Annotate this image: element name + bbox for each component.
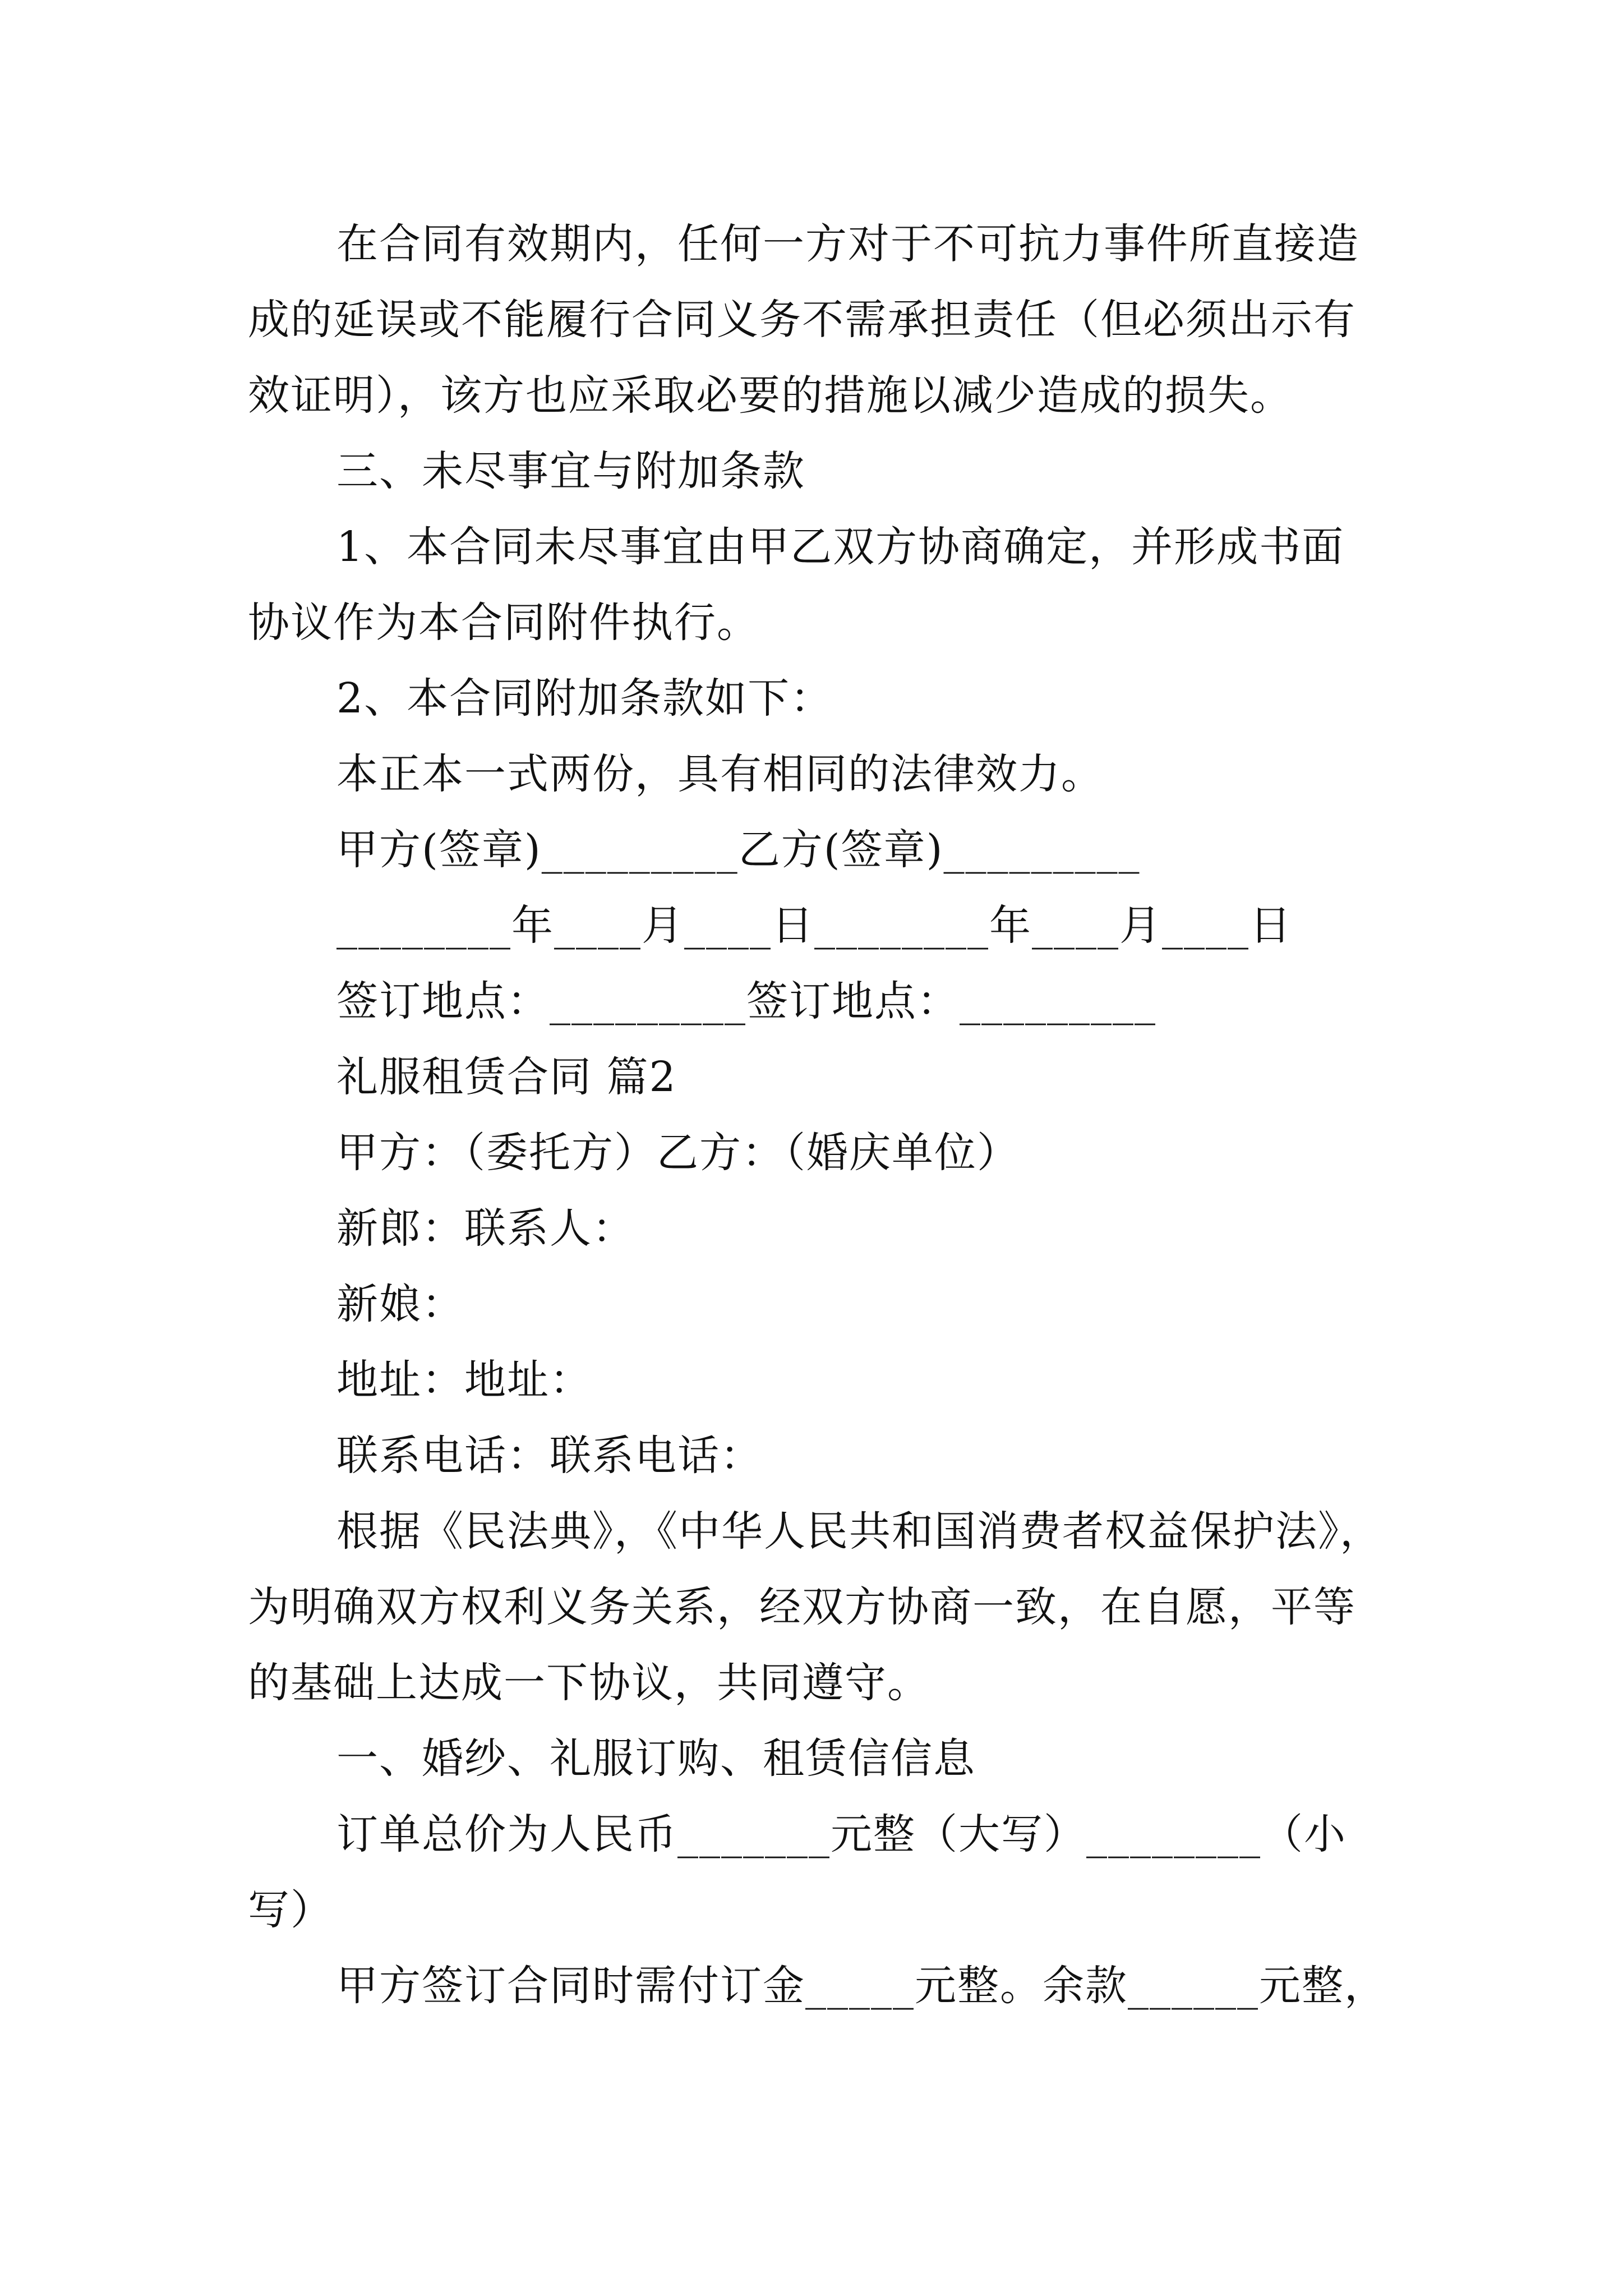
parties-line: 甲方：（委托方）乙方：（婚庆单位） [336,1129,1020,1177]
date-line: ________年____月____日________年____月____日 [336,901,1292,950]
copies-statement: 本正本一式两份，具有相同的法律效力。 [336,750,1104,798]
paragraph-force-majeure-line-3: 效证明），该方也应采取必要的措施以减少造成的损失。 [248,371,1293,420]
legal-basis-line-2: 为明确双方权利义务关系，经双方协商一致，在自愿，平等 [248,1583,1356,1631]
groom-contact-line: 新郎：联系人： [336,1204,635,1253]
section-heading-1: 一、婚纱、礼服订购、租赁信信息 [336,1734,976,1783]
order-total-line-2: 写） [248,1886,333,1934]
paragraph-force-majeure-line-1: 在合同有效期内，任何一方对于不可抗力事件所直接造 [336,220,1359,268]
phone-line: 联系电话：联系电话： [336,1432,763,1480]
address-line: 地址：地址： [336,1356,592,1404]
signature-line: 甲方(签章)_________乙方(签章)_________ [336,826,1141,874]
paragraph-force-majeure-line-2: 成的延误或不能履行合同义务不需承担责任（但必须出示有 [248,296,1356,344]
legal-basis-line-1: 根据《民法典》，《中华人民共和国消费者权益保护法》， [336,1507,1382,1556]
section-heading-3: 三、未尽事宜与附加条款 [336,447,805,495]
signing-place-line: 签订地点：_________签订地点：_________ [336,977,1156,1025]
clause-2: 2、本合同附加条款如下： [336,674,833,723]
clause-1-line-2: 协议作为本合同附件执行。 [248,599,759,647]
deposit-line: 甲方签订合同时需付订金_____元整。余款______元整， [336,1962,1387,2010]
bride-line: 新娘： [336,1280,464,1328]
order-total-line-1: 订单总价为人民币_______元整（大写）________（小 [336,1810,1347,1858]
contract-title-part-2: 礼服租赁合同 篇2 [336,1053,677,1101]
legal-basis-line-3: 的基础上达成一下协议，共同遵守。 [248,1659,930,1707]
clause-1-line-1: 1、本合同未尽事宜由甲乙双方协商确定，并形成书面 [336,523,1345,571]
